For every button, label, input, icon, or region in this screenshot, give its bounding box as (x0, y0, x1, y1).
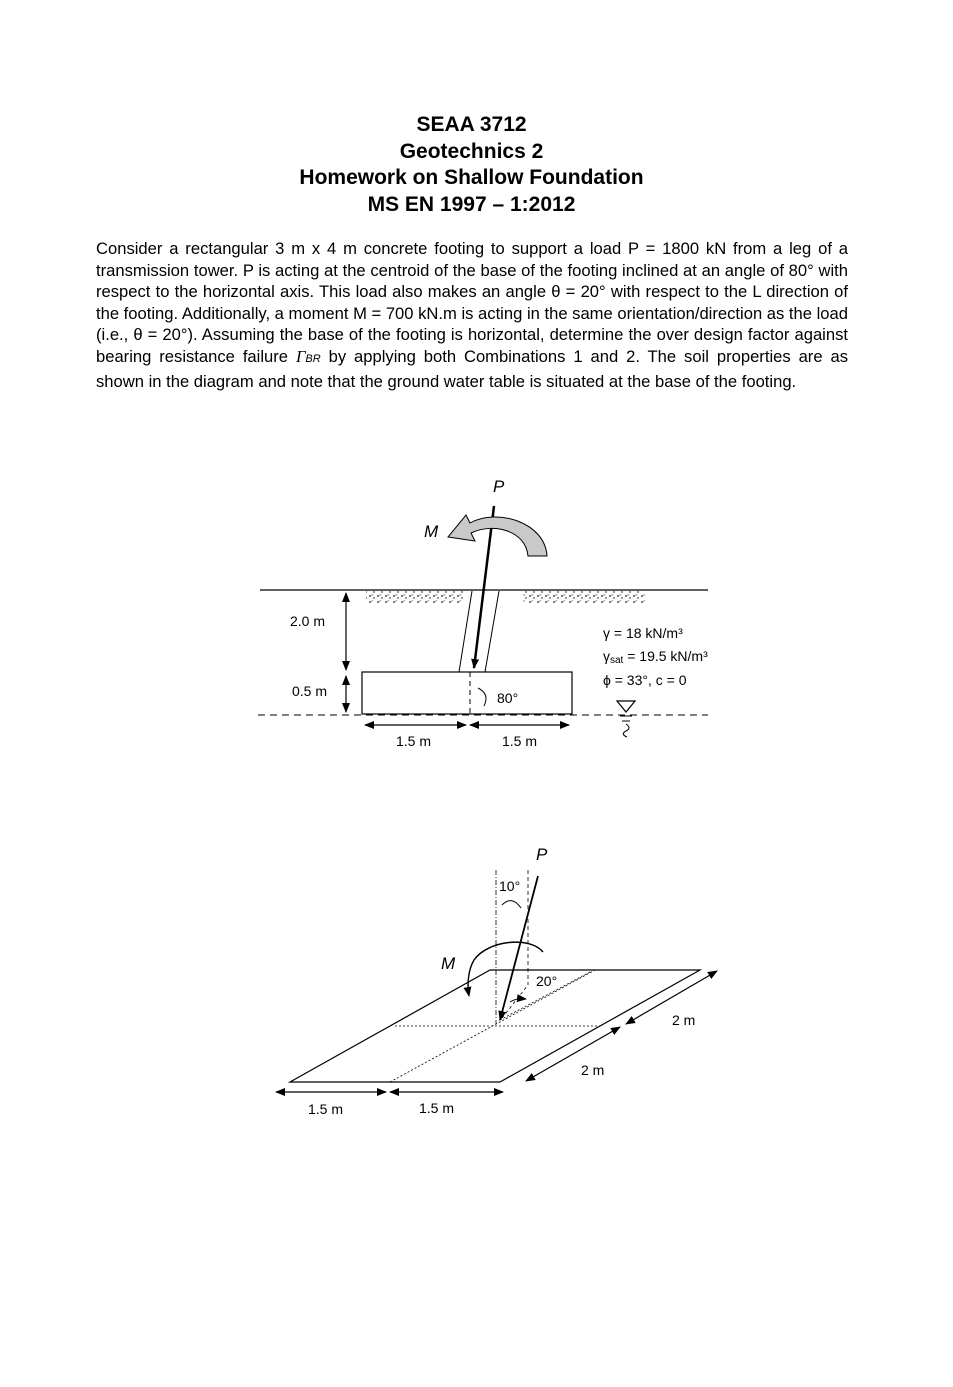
soil-sat-subscript: sat (610, 655, 624, 666)
load-arrow-plan (500, 876, 538, 1020)
footing-block (362, 672, 572, 714)
depth-label: 2.0 m (290, 613, 326, 629)
soil-strength: ϕ = 33°, c = 0 (603, 672, 687, 688)
thickness-label: 0.5 m (292, 683, 328, 699)
length-half-a-label: 2 m (672, 1012, 696, 1028)
gamma-br-subscript: BR (305, 352, 321, 365)
moment-label: M (424, 522, 439, 541)
soil-unit-weight: γ = 18 kN/m³ (603, 625, 683, 641)
angle-label: 80° (497, 690, 519, 706)
gravel-fill-right (523, 591, 645, 603)
soil-sat-unit-weight (603, 648, 708, 666)
width-half-b-label: 1.5 m (419, 1100, 455, 1116)
half-width-right-label: 1.5 m (502, 733, 538, 749)
load-label: P (493, 477, 505, 496)
width-half-a-label: 1.5 m (308, 1101, 344, 1117)
problem-text-part-2: by applying both Combinations 1 and 2. The soil properties are as shown in the diagram and note that the ground water table is situated at the base of the footing. (96, 346, 848, 391)
plan-diagram (276, 845, 717, 1117)
standard-reference: MS EN 1997 – 1:2012 (367, 192, 576, 216)
gamma-br-symbol: Γ (295, 346, 306, 366)
load-label-plan: P (536, 845, 548, 864)
vertical-angle-label: 10° (499, 878, 521, 894)
course-name: Geotechnics 2 (399, 139, 544, 163)
plan-angle-leg (502, 985, 528, 1018)
moment-label-plan: M (441, 954, 456, 973)
soil-sat-symbol: γ (603, 648, 610, 664)
problem-text-part-1: Consider a rectangular 3 m x 4 m concrete footing to support a load P = 1800 kN from a leg of a transmission tower. P is acting at the centroid of the base of the footing inclined at an angle of 80° with respect to the horizontal axis. This load also makes an angle θ = 20° with respect to the L direction of the footing. Additionally, a moment M = 700 kN.m is acting in the same orientation/direction as the load (i.e., θ = 20°). Assuming the base of the footing is horizontal, determine the over design factor against bearing resistance failure (96, 239, 848, 366)
length-dimension-b (526, 1027, 620, 1081)
plan-angle-label: 20° (536, 973, 558, 989)
soil-sat-value: = 19.5 kN/m³ (623, 648, 708, 664)
vertical-angle-arc (502, 901, 521, 908)
moment-arrow-plan (468, 942, 543, 996)
half-width-left-label: 1.5 m (396, 733, 432, 749)
moment-arrow (448, 515, 547, 556)
column-right-edge (485, 591, 499, 672)
gravel-fill-left (366, 591, 464, 603)
homework-title: Homework on Shallow Foundation (299, 166, 644, 189)
length-half-b-label: 2 m (581, 1062, 605, 1078)
water-table-icon (617, 701, 635, 737)
course-code: SEAA 3712 (416, 113, 527, 136)
elevation-diagram (258, 477, 708, 749)
column-left-edge (459, 591, 472, 672)
plan-angle-arc (510, 999, 526, 1002)
